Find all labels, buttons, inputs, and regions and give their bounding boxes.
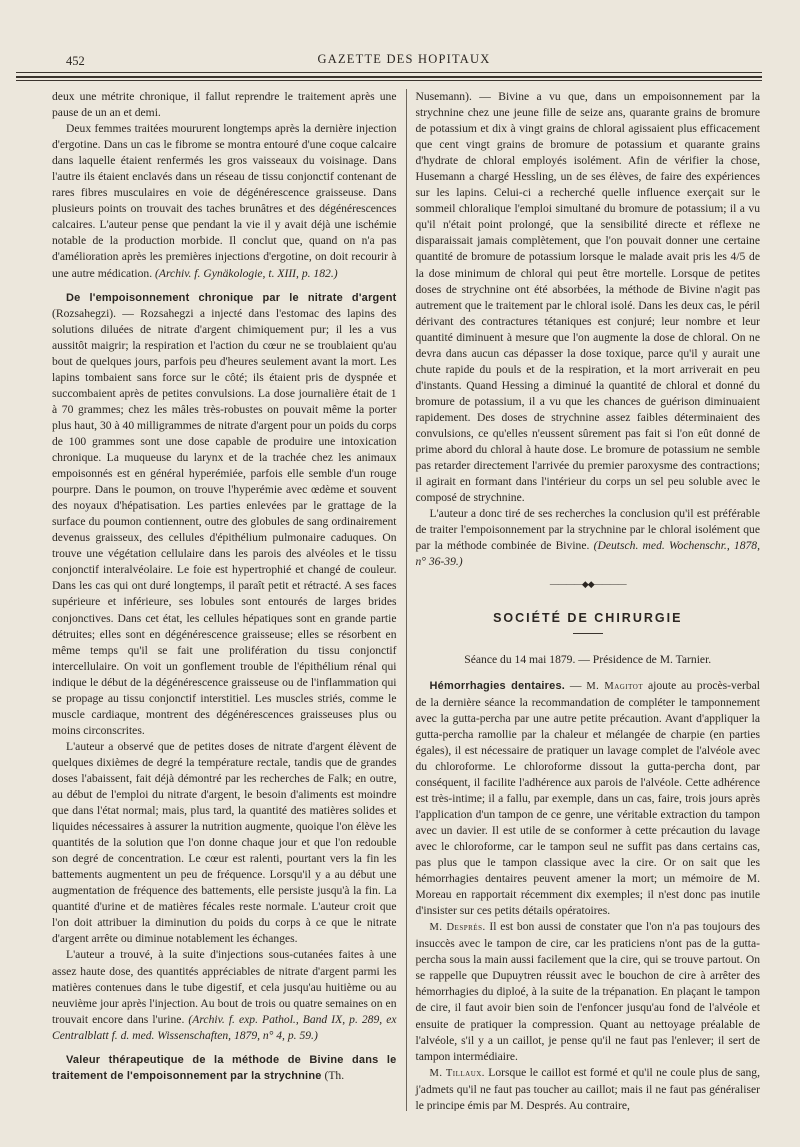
citation: (Deutsch. med. Wochenschr., 1878, n° 36-39.) — [415, 539, 760, 569]
ornamental-divider: ————◆◆———— — [549, 579, 626, 590]
left-column — [52, 89, 406, 1111]
spacer — [52, 1044, 397, 1052]
speaker-name: M. Magitot — [586, 680, 644, 692]
paragraph-text: L'auteur a donc tiré de ses recherches la conclusion qu'il est préférable de traiter l'empoisonnement par la strychnine par le chloral isolément que par la méthode combinée de Bivine. — [415, 507, 760, 553]
paragraph — [52, 121, 397, 281]
seance-line: Séance du 14 mai 1879. — Présidence de M. Tarnier. — [464, 652, 712, 666]
header-rule-bottom — [16, 80, 762, 81]
speaker-name: M. Després. — [429, 922, 486, 934]
section-hemorrhagies: Hémorrhagies dentaires. — M. Magitot ajoute au procès-verbal de la dernière séance la recommandation de compléter le tamponnement avec la gutta-percha par une autre petite précaution. Avant d'appliquer la gutta-percha ramollie par la chaleur et mélangée de charpie (en parties égales), il est nécessaire de pratiquer un lavage complet de l'alvéole avec du chloroforme. Le chloroforme dissout la gutta-percha dont, par conséquent, il facilite l'adhérence aux parois de l'alvéole. Cette adhérence est très-intime; il a fallu, par exemple, dans un cas, faire, trois jours après l'application d'un tampon de ce genre, une véritable extraction du tampon avec un davier. Il est utile de se conformer à cette précaution du lavage avec le chloroforme, car le tampon seul ne suffit pas dans certains cas, pas plus que le tampon classique avec la cire. Or on sait que les hémorrhagies dentaires peuvent amener la mort; un mémoire de M. Moreau en rapportait récemment dix exemples; il n'est donc pas inutile d'insister sur ces petits détails opératoires. — [415, 678, 760, 918]
speaker-name: M. Tillaux. — [429, 1067, 485, 1079]
paragraph — [52, 947, 397, 1043]
speaker-text: Il est bon aussi de constater que l'on n'a pas toujours des insuccès avec le tampon de cire, car les praticiens n'ont pas de la gutta-percha sous la main aussi facilement que la cire, qui se trouve partout. On se rappelle que Dupuytren réussit avec le bouchon de cire à arrêter des hémorrhagies du diploé, à la suite de la trépanation. En plaçant le tampon de cire, il faut avoir bien soin de l'enfoncer jusqu'au fond de l'alvéole et ensuite de pratiquer la compression. Quant au nettoyage préalable de l'alvéole, s'il y a un caillot, je pense qu'il ne faut pas l'enlever; il sert de tampon intermédiaire. — [415, 920, 760, 1063]
paragraph-text: Deux femmes traitées moururent longtemps après la dernière injection d'ergotine. Dans un cas le fibrome se montra entouré d'une coque calcaire dans laquelle étaient renfermés les gros vaisseaux du voisinage. Dans l'autre ils étaient enclavés dans un réseau de tissu conjonctif contenant de rares fibres musculaires en voie de dégénérescence graisseuse. Dans plusieurs points on trouvait des taches brunâtres et des dégénérescences calcaires. L'auteur pense que pendant la vie il y avait déjà une ischémie notable de la production morbide. Il conclut que, quand on n'a pas d'amélioration après les premières injections d'ergotine, on doit recourir à une autre médication. — [52, 122, 397, 280]
paragraph: deux une métrite chronique, il fallut reprendre le traitement après une pause de un an et demi. — [52, 90, 397, 120]
journal-title: GAZETTE DES HOPITAUX — [317, 52, 491, 66]
section-title: Valeur thérapeutique de la méthode de Bivine dans le traitement de l'empoisonnement par la strychnine — [52, 1053, 397, 1082]
section-text: Rozsahegzi a injecté dans l'estomac des lapins des solutions diluées de nitrate d'argent chimiquement pur; il les a vus aussitôt maigrir; la respiration et l'action du cœur ne se troublaient qu'au bout de quelques jours, parfois peu d'heures seulement avant la mort. Les lapins tombaient sans force sur le côté; ils étaient pris de dyspnée et succombaient après de petites convulsions. La dose journalière était de 1 à 70 grammes; chez les mâles très-robustes on pouvait même la porter plus haut, 30 à 40 milligrammes de nitrate d'argent pour un poids du corps de 100 grammes sont une dose capable de produire une intoxication chronique. La muqueuse du larynx et de la trachée chez les animaux empoisonnés est en général hyperémiée, parfois elle semble d'un rouge pourpre. Dans le poumon, on trouve l'hyperémie avec œdème et souvent des noyaux d'hépatisation. Les parties enlevées par le grattage de la surface du poumon contiennent, outre des globules de sang ordinairement devenus graisseux, des cellules d'épithélium pulmonaire caduques. On trouve une végétation cellulaire dans les parois des alvéoles et le tissu conjonctif interalvéolaire. Le foie est hypertrophié et changé de couleur. Dans les cas qui ont duré longtemps, il paraît petit et rétracté. A ses faces supérieure et inférieure, ses lobules sont entourés de larges brides conjonctives. Dans cet état, les cellules hépatiques sont en grande partie détruites; elles sont en dégénérescence graisseuse; elles se résorbent en même temps qu'il se fait une prolifération du tissu conjonctif intercellulaire. On voit un gonflement trouble de l'épithélium rénal qui indique le début de la dégénérescence graisseuse ou de l'inflammation qui se propage au tissu conjonctif interstitiel. Les muscles striés, comme le muscle cardiaque, montrent des dégénérescences graisseuses plus ou moins circonscrites. — [52, 306, 397, 737]
header-rule-thick — [16, 76, 762, 78]
page-header — [46, 0, 762, 68]
society-rule — [573, 633, 603, 634]
section-author: (Rozsahegzi). — — [52, 306, 134, 320]
section-text: ajoute au procès-verbal de la dernière séance la recommandation de compléter le tamponnement avec la gutta-percha par une autre petite précaution. Avant d'appliquer la gutta-percha ramollie par la chaleur et mélangée de charpie (en parties égales), il est nécessaire de pratiquer un lavage complet de l'alvéole avec du chloroforme. Le chloroforme dissout la gutta-percha dont, par conséquent, il facilite l'adhérence aux parois de l'alvéole. Cette adhérence est très-intime; il a fallu, par exemple, dans un cas, faire, trois jours après l'application d'un tampon de ce genre, une véritable extraction du tampon avec un davier. Il est utile de se conformer à cette précaution du lavage avec le chloroforme, car le tampon seul ne suffit pas dans certains cas, pas plus que le tampon classique avec la cire. Or on sait que les hémorrhagies dentaires peuvent amener la mort; un mémoire de M. Moreau en rapportait récemment dix exemples; il n'est donc pas inutile d'insister sur ces petits détails opératoires. — [415, 678, 760, 918]
section-nitrate — [52, 290, 397, 739]
society-title: SOCIÉTÉ DE CHIRURGIE — [493, 611, 683, 626]
citation: (Archiv. f. Gynäkologie, t. XIII, p. 182.) — [155, 266, 338, 280]
paragraph: L'auteur a observé que de petites doses de nitrate d'argent élèvent de quelques dixièmes de degré la température rectale, tandis que de grandes doses l'abaissent, fait déjà démontré par les recherches de Falk; en outre, au début de l'emploi du nitrate d'argent, le besoin d'aliments est moindre que dans l'état normal; mais, plus tard, la quantité des matières solides et liquides nécessaires à assurer la nutrition augmente, quoique l'on élève les quantités de la solution que l'on donne chaque jour et que l'on redouble son degré de concentration. Le cœur est ralenti, pourtant vers la fin les battements augmentent un peu de fréquence. Lorsqu'il y a au début une augmentation de fréquence des battements, elle persiste jusqu'à la fin. La quantité d'urine et de matières fécales reste normale. L'auteur croit que l'on doit attribuer la diminution du poids du corps à ce que le nitrate d'argent arrête ou diminue notablement les échanges. — [52, 739, 397, 946]
citation: (Archiv. f. exp. Pathol., Band IX, p. 289, ex Centralblatt f. d. med. Wissenschaften, 1879, n° 4, p. 59.) — [52, 1012, 397, 1042]
page-number: 452 — [66, 54, 85, 68]
section-title: De l'empoisonnement chronique par le nitrate d'argent — [66, 291, 397, 304]
section-title: Hémorrhagies dentaires. — [429, 679, 566, 692]
section-tail: (Th. — [324, 1068, 345, 1082]
speaker-paragraph — [416, 1065, 761, 1111]
paragraph — [416, 506, 761, 570]
text-columns — [52, 89, 760, 1111]
right-column — [406, 89, 761, 1111]
section-strychnine — [52, 1052, 397, 1084]
paragraph-text: L'auteur a trouvé, à la suite d'injections sous-cutanées faites à une assez haute dose, des quantités appréciables de nitrate d'argent parmi les matières contenues dans le tube digestif, et cela jusqu'au huitième ou au neuvième jour après l'injection. Au bout de trois ou quatre semaines on en trouvait encore dans l'urine. — [52, 948, 397, 1026]
spacer — [52, 282, 397, 290]
paragraph: Nusemann). — Bivine a vu que, dans un empoisonnement par la strychnine chez une jeune fille de seize ans, quarante grains de bromure de potassium et dix à vingt grains de chloral agissaient plus efficacement que cent vingt grains de bromure de potassium et quarante grains d'hydrate de chloral employés isolément. Afin de vérifier la chose, Husemann a chargé Hessling, un de ses élèves, de faire des expériences sur les lapins. Celui-ci a recherché quelle influence exerçait sur le sommeil chloralique l'emploi simultané du bromure de potassium; il a vu qu'il n'était point prolongé, que la sensibilité directe et réflexe ne disparaissait jamais complètement, que l'on pouvait donner une certaine quantité de bromure de potassium lorsque le malade avait pris les 4/5 de la dose minimum de chloral qui peut être mortelle. Lorsque de petites doses de strychnine ont été absorbées, la méthode de Bivine n'agit pas autrement que le traitement par le chloral isolé. Dans les deux cas, le péril dérivant des contractures tétaniques est conjuré; leur nombre et leur quantité diminuent à mesure que l'on augmente la dose de chloral. On ne devra dans aucun cas dépasser la dose toxique, parce qu'il y aurait une chute rapide du pouls et de la respiration, et la mort arriverait en peu d'instants. Quand Hessing a diminué la quantité de chloral et donné du bromure de potassium, il a vu que les chances de guérison diminuaient rapidement. Des doses de strychnine assez faibles déterminaient des convulsions, ce qu'elles n'eussent sûrement pas fait si l'on eût donné de prime abord du chloral à haute dose. Le bromure de potassium ne semble pas retarder directement l'arrivée du premier paroxysme des contractions; il agirait en formant dans l'intérieur du corps un sel peu soluble avec le composé de strychnine. — [415, 90, 760, 505]
header-rule-top — [16, 72, 762, 73]
speaker-paragraph — [416, 919, 761, 1064]
speaker-text: Lorsque le caillot est formé et qu'il ne coule plus de sang, j'admets qu'il ne faut pas toucher au caillot; mais il ne faut pas généraliser le principe émis par M. Després. Au contraire, — [415, 1065, 760, 1111]
